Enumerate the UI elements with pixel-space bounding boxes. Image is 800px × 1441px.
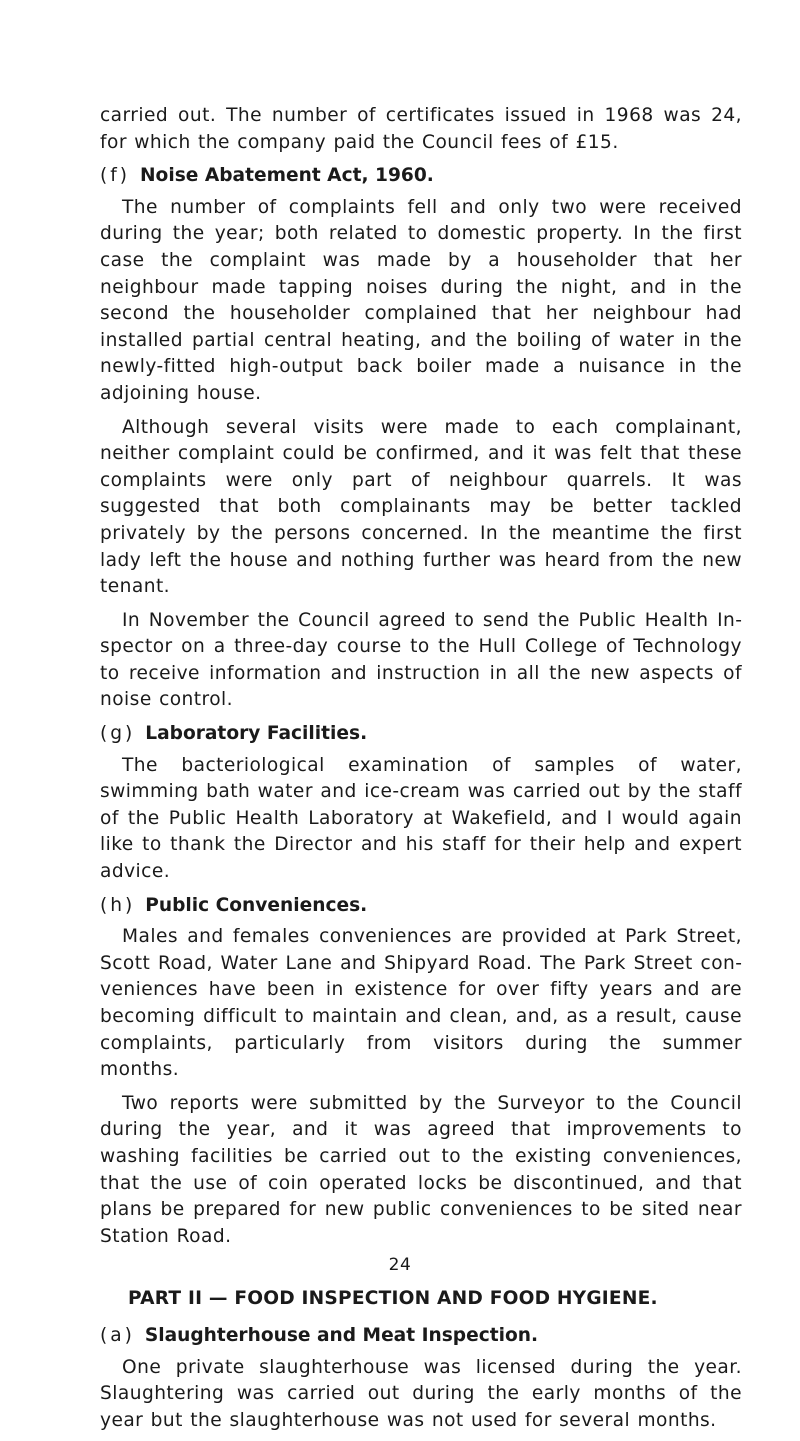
paragraph: The number of complaints fell and only two were received during the year; both related to domestic property. In the first case the complaint was made by a householder that her neighbour made tapping noises during the night, and in the second the householder complained that her neighbour had installed partial central heating, and the boiling of water in the newly-fitted high-output back boiler made a nuisance in the adjoining house. (100, 196, 742, 404)
section-heading-a (100, 1323, 742, 1350)
section-label: (g) (100, 723, 136, 745)
page-number: 24 (388, 1255, 412, 1275)
section-title: Public Conveniences. (145, 894, 368, 916)
paragraph: Males and females conveniences are provided at Park Street, Scott Road, Water Lane and Shipyard Road. The Park Street conveniences have been in existence for over fifty years and are becoming difficult to maintain and clean, and, as a result, cause complaints, particularly from visitors during the summer months. (100, 926, 742, 1081)
paragraph: Although several visits were made to each complainant, neither complaint could be confirmed, and it was felt that these complaints were only part of neighbour quarrels. It was suggested that both complainants may be better tackled privately by the persons concerned. In the meantime the first lady left the house and nothing further was heard from the new tenant. (100, 416, 742, 598)
section-label: (a) (100, 1324, 135, 1346)
section-heading-f (100, 163, 742, 190)
section-label: (h) (100, 894, 136, 916)
section-title: Noise Abatement Act, 1960. (139, 165, 434, 187)
section-heading-h (100, 893, 742, 920)
paragraph: Two reports were submitted by the Surveyor to the Council during the year, and it was agreed that improvements to washing facilities be carried out to the existing conveniences, that the use of coin operated locks be discontinued, and that plans be prepared for new public conveniences to be sited near Station Road. (100, 1092, 742, 1247)
paragraph: In November the Council agreed to send the Public Health Inspector on a three-day course to the Hull College of Technology to receive information and instruction in all the new aspects of noise control. (100, 609, 742, 711)
section-heading-g (100, 721, 742, 748)
part-title: PART II — FOOD INSPECTION AND FOOD HYGIENE. (128, 1288, 658, 1310)
intro-paragraph: carried out. The number of certificates issued in 1968 was 24, for which the company paid the Council fees of £15. (100, 105, 742, 153)
paragraph: One private slaughterhouse was licensed during the year. Slaughtering was carried out during the early months of the year but the slaughterhouse was not used for several months. (100, 1356, 742, 1431)
section-label: (f) (100, 165, 131, 187)
section-title: Slaughterhouse and Meat Inspection. (144, 1324, 539, 1346)
section-title: Laboratory Facilities. (145, 723, 368, 745)
paragraph: The bacteriological examination of samples of water, swimming bath water and ice-cream was carried out by the staff of the Public Health Laboratory at Wakefield, and I would again like to thank the Director and his staff for their help and expert advice. (100, 754, 742, 883)
document-page (100, 103, 742, 1441)
